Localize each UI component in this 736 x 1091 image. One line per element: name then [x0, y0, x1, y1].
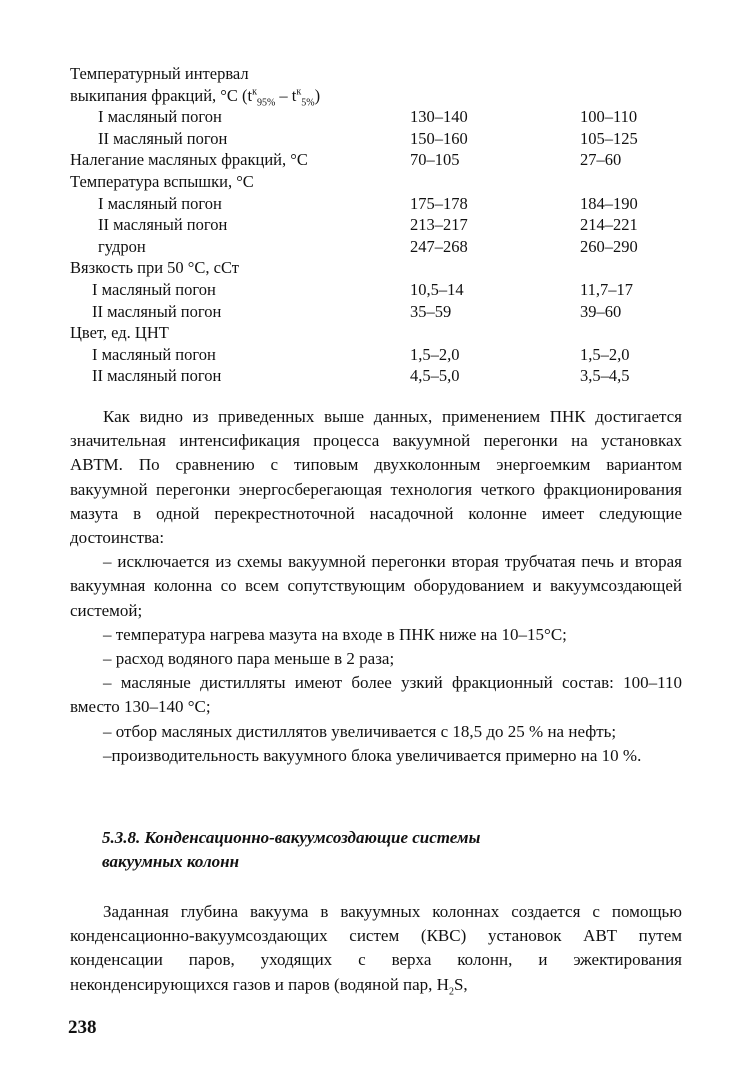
section-heading [102, 826, 662, 874]
value-col1: 213–217 [410, 215, 468, 235]
table-row [70, 301, 700, 323]
label-part: ) [314, 85, 321, 105]
value-col1 [410, 171, 580, 193]
row-label: II масляный погон [92, 366, 222, 386]
value-col2: 260–290 [580, 236, 638, 256]
closing-paragraph-end: S, [453, 974, 468, 994]
value-col2: 184–190 [580, 193, 638, 213]
value-col2: 3,5–4,5 [580, 366, 630, 386]
value-col1: 175–178 [410, 193, 468, 213]
value-col1: 1,5–2,0 [410, 344, 460, 364]
value-col2 [580, 63, 700, 85]
value-col1: 247–268 [410, 236, 468, 256]
list-item: –производительность вакуумного блока увеличивается примерно на 10 %. [103, 745, 642, 765]
table-row [70, 365, 700, 387]
value-col1 [410, 322, 580, 344]
value-col2: 39–60 [580, 301, 622, 321]
table-row [70, 85, 700, 107]
label-part: к [252, 86, 257, 98]
value-col1: 10,5–14 [410, 279, 464, 299]
label-part: 95% [256, 96, 276, 108]
row-label [70, 85, 410, 107]
value-col1: 130–140 [410, 107, 468, 127]
value-col1: 4,5–5,0 [410, 366, 460, 386]
value-col1: 150–160 [410, 128, 468, 148]
table-row [70, 128, 700, 150]
label-part: – t [275, 85, 297, 105]
row-label: II масляный погон [98, 128, 228, 148]
value-col1 [410, 257, 580, 279]
value-col2 [580, 322, 700, 344]
table-row [70, 214, 700, 236]
table-row [70, 322, 700, 344]
page-number: 238 [68, 1017, 97, 1038]
value-col2 [580, 257, 700, 279]
row-label: Налегание масляных фракций, °С [70, 150, 308, 170]
table-row [70, 63, 700, 85]
row-label: гудрон [98, 236, 146, 256]
label-part: 5% [301, 96, 315, 108]
row-label: I масляный погон [98, 107, 222, 127]
row-label: Температура вспышки, °С [70, 171, 254, 191]
value-col1 [410, 85, 580, 107]
value-col1 [410, 63, 580, 85]
value-col2: 27–60 [580, 150, 622, 170]
table-row [70, 106, 700, 128]
row-label: II масляный погон [92, 301, 222, 321]
table-row [70, 171, 700, 193]
value-col1: 70–105 [410, 150, 460, 170]
row-label: Цвет, ед. ЦНТ [70, 323, 169, 343]
row-label: I масляный погон [92, 344, 216, 364]
row-label: Температурный интервал [70, 64, 249, 83]
intro-paragraph: Как видно из приведенных выше данных, применением ПНК достигается значительная интенсификация процесса вакуумной перегонки на установках АВТМ. По сравнению с типовым двухколонным энергоемким вариантом вакуумной перегонки энергосберегающая технология четкого фракционирования мазута в одной перекрестноточной насадочной колонне имеет следующие достоинства: [70, 407, 682, 548]
value-col2: 100–110 [580, 107, 638, 127]
list-item: – расход водяного пара меньше в 2 раза; [103, 649, 395, 669]
row-label: Вязкость при 50 °С, сСт [70, 258, 239, 278]
section-heading-line2: вакуумных колонн [102, 852, 240, 871]
list-item: – масляные дистилляты имеют более узкий фракционный состав: 100–110 вместо 130–140 °С; [70, 673, 682, 717]
value-col2: 1,5–2,0 [580, 344, 630, 364]
value-col1: 35–59 [410, 301, 452, 321]
value-col2: 11,7–17 [580, 279, 634, 299]
row-label: II масляный погон [98, 215, 228, 235]
value-col2 [580, 85, 700, 107]
list-item: – отбор масляных дистиллятов увеличивается с 18,5 до 25 % на нефть; [103, 721, 617, 741]
closing-paragraph-text: Заданная глубина вакуума в вакуумных колоннах создается с помощью конденсационно-вакуумсоздающих систем (КВС) установок АВТ путем конденсации паров, уходящих с верха колонн, и эжектирования неконденсирующихся газов и паров (водяной пар, H [70, 902, 682, 994]
table-row [70, 193, 700, 215]
table-row [70, 344, 700, 366]
label-part: к [296, 86, 302, 98]
closing-text [70, 900, 682, 997]
value-col2: 105–125 [580, 128, 638, 148]
value-col2: 214–221 [580, 215, 638, 235]
list-item: – исключается из схемы вакуумной перегонки вторая трубчатая печь и вторая вакуумная колонна со всем сопутствующим оборудованием и вакуумсоздающей системой; [70, 552, 682, 620]
list-item: – температура нагрева мазута на входе в ПНК ниже на 10–15°С; [103, 624, 567, 644]
h2s-subscript: 2 [448, 986, 454, 997]
closing-paragraph [70, 900, 682, 997]
properties-table [70, 63, 700, 387]
row-label: I масляный погон [92, 279, 216, 299]
label-part: выкипания фракций, °С (t [70, 85, 253, 105]
main-text [70, 405, 682, 768]
section-heading-line1: 5.3.8. Конденсационно-вакуумсоздающие системы [102, 828, 481, 847]
table-row [70, 257, 700, 279]
row-label: I масляный погон [98, 193, 222, 213]
table-row [70, 149, 700, 171]
table-row [70, 236, 700, 258]
table-row [70, 279, 700, 301]
value-col2 [580, 171, 700, 193]
